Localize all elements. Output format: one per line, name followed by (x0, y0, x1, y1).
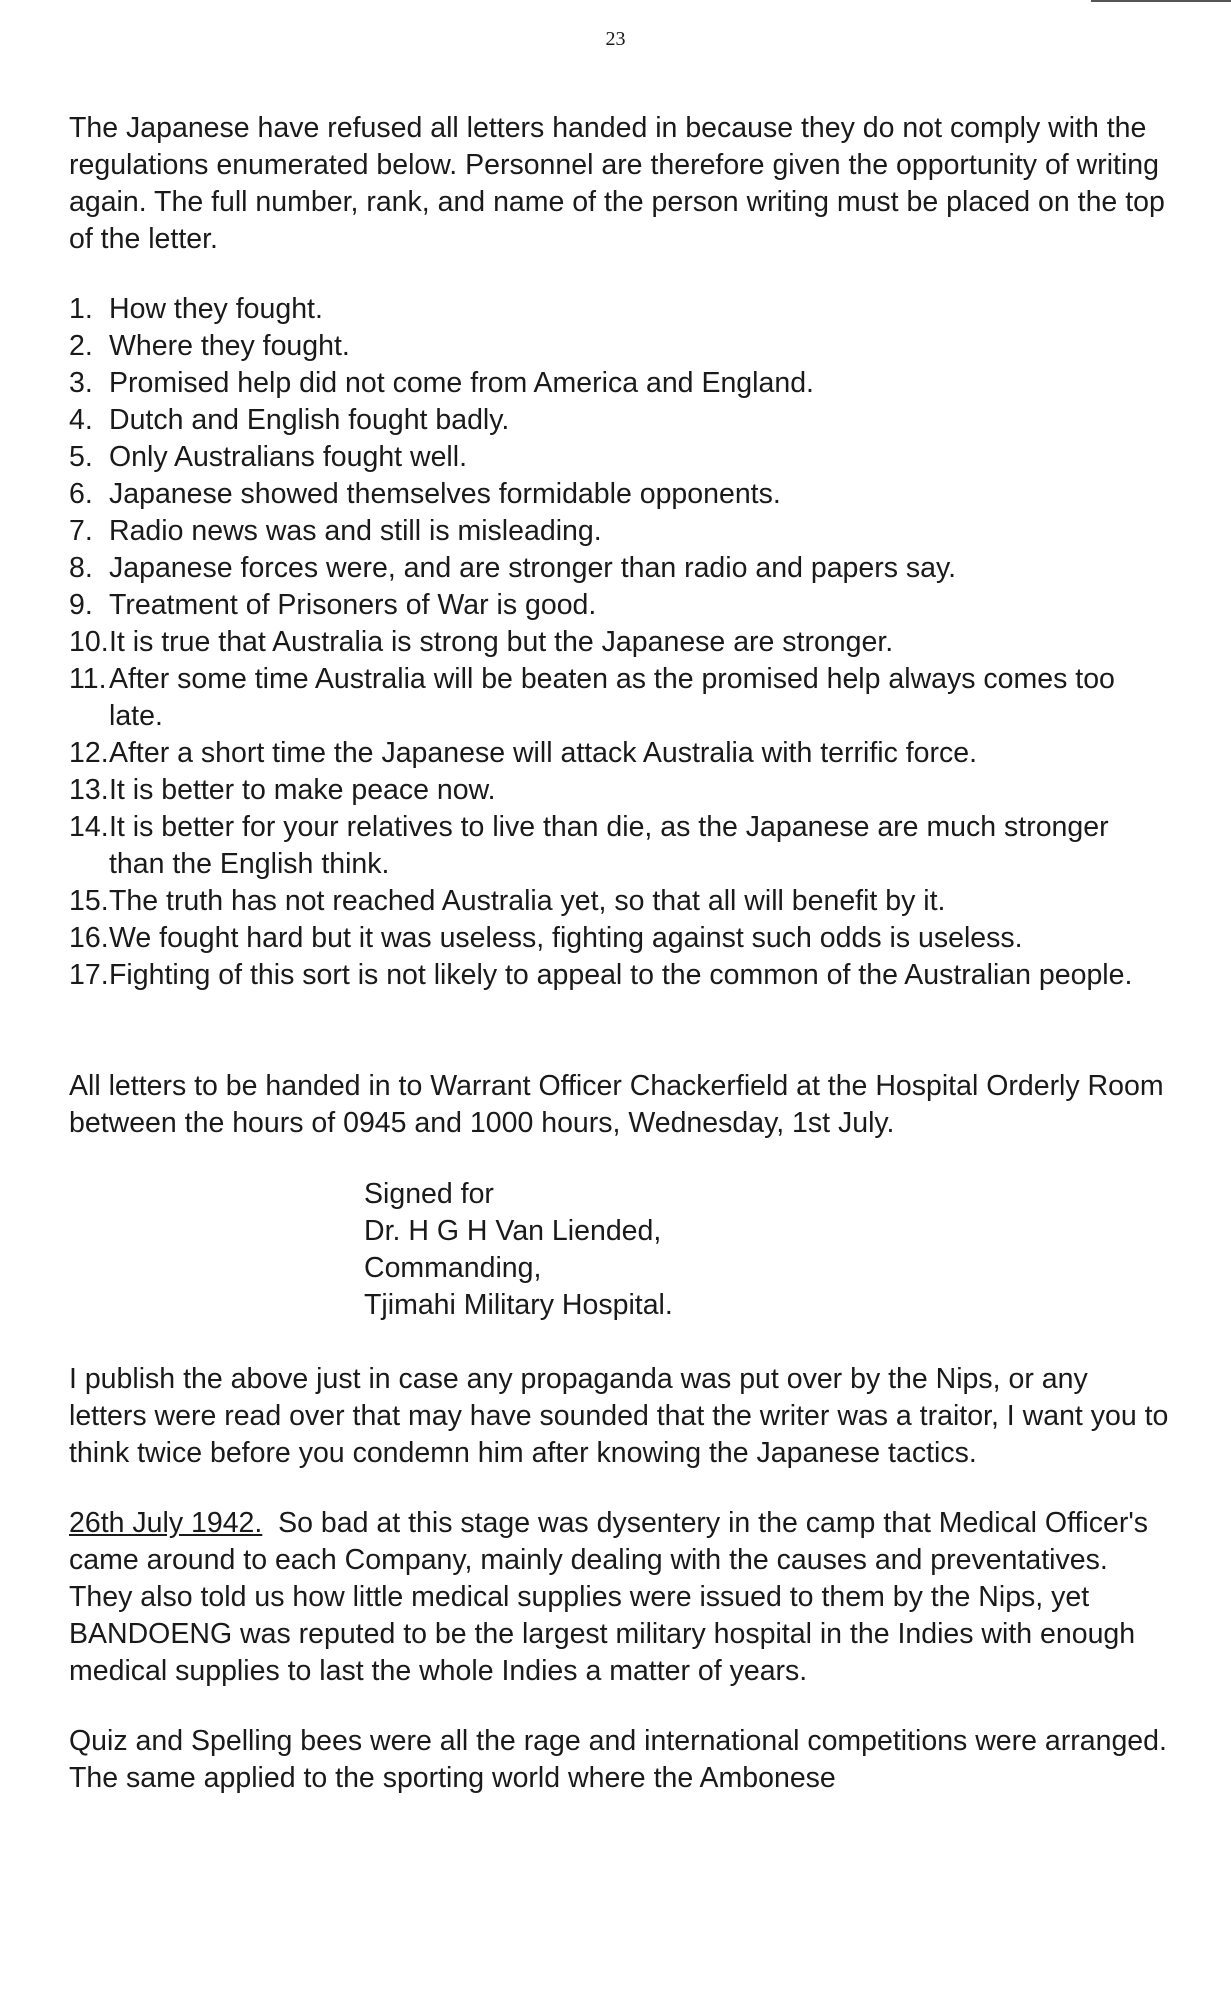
list-item-number: 14. (69, 811, 109, 843)
list-item (69, 328, 1169, 365)
list-item-text: Japanese forces were, and are stronger than radio and papers say. (109, 552, 957, 584)
regulations-list (69, 291, 1169, 994)
entry-text: So bad at this stage was dysentery in the camp that Medical Officer's came around to each Company, mainly dealing with the causes and preventatives. They also told us how little medical supplies were issued to them by the Nips, yet BANDOENG was reputed to be the largest military hospital in the Indies with enough medical supplies to last the whole Indies a matter of years. (69, 1507, 1149, 1687)
list-item (69, 809, 1169, 883)
commentary-paragraph: I publish the above just in case any propaganda was put over by the Nips, or any letters were read over that may have sounded that the writer was a traitor, I want you to think twice before you condemn him after knowing the Japanese tactics. (69, 1363, 1169, 1469)
closing-paragraph: Quiz and Spelling bees were all the rage and international competitions were arranged. The same applied to the sporting world where the Ambonese (69, 1725, 1167, 1794)
list-item-number: 2. (69, 330, 93, 362)
list-item-number: 8. (69, 552, 93, 584)
list-item-text: Only Australians fought well. (109, 441, 468, 473)
diary-entry (69, 1505, 1169, 1690)
list-item-number: 11. (69, 663, 107, 695)
list-item (69, 735, 1169, 772)
list-item-number: 12. (69, 737, 109, 769)
list-item-number: 17. (69, 959, 109, 991)
signature-block (364, 1176, 1169, 1324)
list-item-number: 6. (69, 478, 93, 510)
list-item-number: 4. (69, 404, 93, 436)
list-item (69, 587, 1169, 624)
list-item-text: The truth has not reached Australia yet, so that all will benefit by it. (109, 885, 946, 917)
list-item-text: Promised help did not come from America and England. (109, 367, 814, 399)
list-item-text: Treatment of Prisoners of War is good. (109, 589, 597, 621)
instruction-paragraph: All letters to be handed in to Warrant Officer Chackerfield at the Hospital Orderly Room between the hours of 0945 and 1000 hours, Wednesday, 1st July. (69, 1070, 1164, 1139)
list-item-number: 1. (69, 293, 93, 325)
list-item-text: Radio news was and still is misleading. (109, 515, 602, 547)
list-item (69, 624, 1169, 661)
intro-paragraph: The Japanese have refused all letters handed in because they do not comply with the regulations enumerated below. Personnel are therefore given the opportunity of writing again. The full number, rank, and name of the person writing must be placed on the top of the letter. (69, 112, 1165, 255)
list-item-number: 10. (69, 626, 109, 658)
signature-line: Signed for (364, 1178, 494, 1210)
list-item (69, 402, 1169, 439)
list-item (69, 550, 1169, 587)
list-item (69, 365, 1169, 402)
list-item (69, 883, 1169, 920)
list-item-number: 7. (69, 515, 93, 547)
list-item (69, 661, 1169, 735)
list-item (69, 291, 1169, 328)
list-item-text: Fighting of this sort is not likely to appeal to the common of the Australian people. (109, 959, 1133, 991)
list-item-number: 5. (69, 441, 93, 473)
list-item (69, 772, 1169, 809)
list-item (69, 439, 1169, 476)
list-item-text: It is true that Australia is strong but the Japanese are stronger. (109, 626, 894, 658)
list-item-number: 13. (69, 774, 109, 806)
list-item-text: We fought hard but it was useless, fighting against such odds is useless. (109, 922, 1023, 954)
list-item-text: How they fought. (109, 293, 323, 325)
list-item (69, 957, 1169, 994)
signature-name: Dr. H G H Van Liended, (364, 1215, 662, 1247)
list-item-number: 9. (69, 589, 93, 621)
list-item-text: It is better to make peace now. (109, 774, 496, 806)
list-item-number: 3. (69, 367, 93, 399)
list-item-text: It is better for your relatives to live than die, as the Japanese are much stronger than the English think. (109, 811, 1109, 880)
list-item-number: 16. (69, 922, 109, 954)
document-body (69, 110, 1169, 1797)
entry-date: 26th July 1942. (69, 1507, 263, 1539)
list-item-number: 15. (69, 885, 109, 917)
top-edge-rule (1091, 0, 1231, 2)
list-item (69, 476, 1169, 513)
page-number: 23 (605, 28, 626, 50)
list-item (69, 920, 1169, 957)
list-item-text: After some time Australia will be beaten as the promised help always comes too late. (109, 663, 1115, 732)
list-item (69, 513, 1169, 550)
list-item-text: Where they fought. (109, 330, 350, 362)
list-item-text: Dutch and English fought badly. (109, 404, 510, 436)
signature-institution: Tjimahi Military Hospital. (364, 1289, 673, 1321)
list-item-text: After a short time the Japanese will attack Australia with terrific force. (109, 737, 978, 769)
signature-role: Commanding, (364, 1252, 542, 1284)
list-item-text: Japanese showed themselves formidable opponents. (109, 478, 781, 510)
